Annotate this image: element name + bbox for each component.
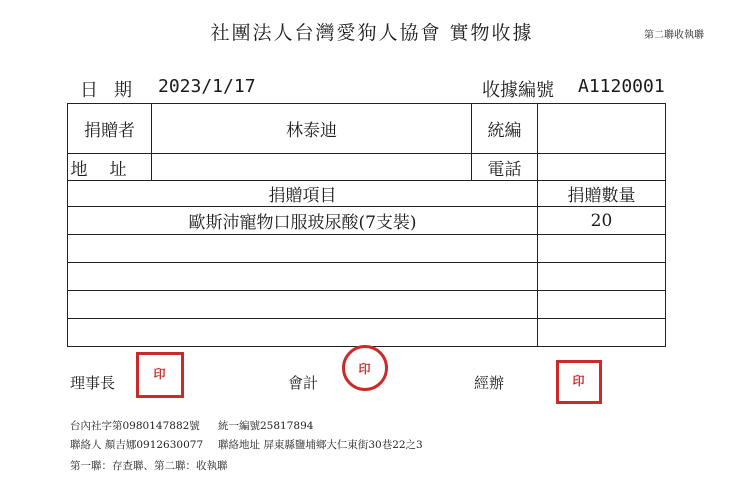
donor-value: 林泰迪 — [152, 104, 472, 154]
receipt-number-value: A1120001 — [578, 76, 665, 97]
handler-label: 經辦 — [474, 374, 505, 392]
tax-id-label: 統編 — [472, 104, 538, 154]
seal-icon: 印 — [138, 354, 182, 396]
item-quantity — [538, 263, 666, 291]
item-quantity — [538, 291, 666, 319]
item-row — [68, 235, 666, 263]
date-value: 2023/1/17 — [158, 76, 256, 97]
contact-person: 聯絡人 顏吉娜0912630077 — [70, 439, 204, 451]
item-row — [68, 319, 666, 347]
item-name — [68, 263, 538, 291]
tax-id-value — [538, 104, 666, 154]
item-name — [68, 235, 538, 263]
item-row — [68, 263, 666, 291]
item-row — [68, 207, 666, 235]
registration-number: 台內社字第0980147882號 — [70, 420, 200, 432]
accountant-label: 會計 — [288, 374, 319, 392]
items-header: 捐贈項目 — [68, 181, 538, 207]
address-label: 地址 — [68, 154, 152, 181]
chairman-label: 理事長 — [70, 374, 116, 392]
donor-label: 捐贈者 — [68, 104, 152, 154]
item-name — [68, 291, 538, 319]
item-name — [68, 319, 538, 347]
chairman-seal — [136, 352, 184, 398]
accountant-seal — [342, 345, 388, 391]
address-value — [152, 154, 472, 181]
phone-label: 電話 — [472, 154, 538, 181]
item-name: 歐斯沛寵物口服玻尿酸(7支裝) — [68, 207, 538, 235]
item-quantity — [538, 235, 666, 263]
seal-icon: 印 — [558, 362, 600, 402]
receipt-number-label: 收據編號 — [482, 80, 554, 101]
seal-icon: 印 — [358, 361, 372, 376]
receipt-title: 社團法人台灣愛狗人協會 實物收據 — [210, 22, 534, 44]
item-quantity: 20 — [538, 207, 666, 235]
address-row — [68, 154, 666, 181]
item-quantity — [538, 319, 666, 347]
donor-row — [68, 104, 666, 154]
unified-number: 統一編號25817894 — [218, 420, 314, 432]
quantity-header: 捐贈數量 — [538, 181, 666, 207]
copies-note: 第一聯：存查聯、第二聯：收執聯 — [70, 460, 228, 472]
receipt-form-table — [67, 103, 666, 347]
items-header-row — [68, 181, 666, 207]
item-row — [68, 291, 666, 319]
phone-value — [538, 154, 666, 181]
copy-note: 第二聯收執聯 — [644, 30, 704, 41]
contact-address: 聯絡地址 屏東縣鹽埔鄉大仁東街30巷22之3 — [218, 439, 423, 451]
handler-seal — [556, 360, 602, 404]
date-label: 日期 — [80, 80, 148, 101]
